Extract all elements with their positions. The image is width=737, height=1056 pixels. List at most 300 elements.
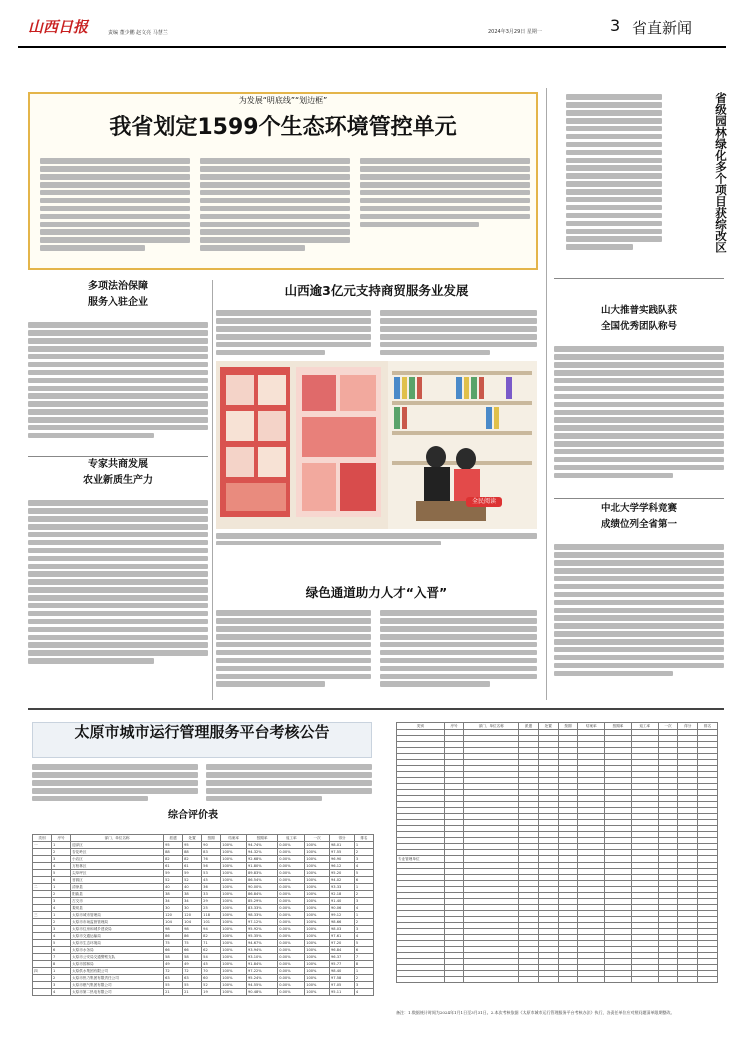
table-header-cell: 类别 [33, 835, 52, 842]
center1-body-text [216, 308, 371, 358]
table-cell: 3 [354, 856, 373, 863]
table-cell: 0.00% [278, 877, 305, 884]
table-cell: 6 [354, 947, 373, 954]
table-cell: 0.00% [278, 968, 305, 975]
table-cell: 36 [202, 884, 221, 891]
table-row [33, 940, 374, 947]
table-cell: 100% [305, 982, 330, 989]
table-cell: 63 [164, 975, 183, 982]
table-cell: 25 [202, 905, 221, 912]
table-cell: 100% [305, 954, 330, 961]
table-cell: 100% [221, 891, 247, 898]
table-cell: 49 [183, 961, 202, 968]
table-cell: 100% [305, 975, 330, 982]
table-row [397, 856, 718, 863]
table-cell: 59 [164, 870, 183, 877]
table-cell: 7 [354, 954, 373, 961]
table-cell: 太原市园林局 [71, 961, 164, 968]
table-cell: 104 [164, 919, 183, 926]
table-header-row [397, 723, 718, 730]
table-footnote: 备注：1.数据统计时间为2024年1月1日至3月31日。2.本次考核依据《太原市城市运行管理服务平台考核办法》执行，各责任单位应对照问题清单限期整改。 [396, 1010, 675, 1015]
table-cell: 98.66 [330, 919, 355, 926]
table-cell: 5 [354, 940, 373, 947]
table-cell: 96.84 [330, 947, 355, 954]
table-cell: 95.11 [330, 989, 355, 996]
table-cell: 2 [354, 975, 373, 982]
table-cell: 阳曲县 [71, 891, 164, 898]
table-cell [658, 977, 678, 983]
newspaper-page [18, 18, 726, 1048]
table-cell: 太原市水务局 [71, 947, 164, 954]
table-cell [558, 856, 578, 863]
table-cell: 100% [305, 926, 330, 933]
table-cell: 2 [52, 849, 71, 856]
table-cell: 61 [164, 863, 183, 870]
lead-article [28, 92, 538, 270]
photo-badge: 全民阅读 [466, 497, 502, 507]
table-cell: 33 [202, 891, 221, 898]
right-vertical-headline: 省级园林绿化多个项目获综改区 [714, 92, 728, 253]
table-cell: 53 [202, 870, 221, 877]
table-cell: 4 [52, 989, 71, 996]
table-cell: 太原市热力集团有限责任公司 [71, 975, 164, 982]
table-header-cell: 按期 [202, 835, 221, 842]
table-cell [33, 982, 52, 989]
table-cell: 100% [305, 877, 330, 884]
table-row [33, 898, 374, 905]
table-cell: 2 [354, 919, 373, 926]
table-cell: 100% [221, 898, 247, 905]
table-cell [631, 977, 658, 983]
table-row [33, 905, 374, 912]
table-cell: 1 [354, 968, 373, 975]
table-cell: 98.03 [330, 926, 355, 933]
table-row [33, 975, 374, 982]
table-cell: 100% [305, 989, 330, 996]
table-cell: 91.80% [246, 863, 277, 870]
table-cell: 97.55 [330, 849, 355, 856]
dateline: 2024年3月29日 星期一 [488, 29, 542, 35]
table-cell: 94.74% [246, 842, 277, 849]
table-header-row [33, 835, 374, 842]
table-cell: 95.20 [330, 870, 355, 877]
table-cell: 6 [52, 947, 71, 954]
table-cell: 0.00% [278, 856, 305, 863]
table-cell: 迎泽区 [71, 842, 164, 849]
table-row [33, 849, 374, 856]
table-cell: 小店区 [71, 856, 164, 863]
left1-title-line2: 服务入驻企业 [88, 297, 148, 308]
table-cell [444, 977, 464, 983]
table-header-cell: 返工率 [278, 835, 305, 842]
table-cell: 55 [183, 982, 202, 989]
table-cell: 59 [183, 870, 202, 877]
table-cell: 0.00% [278, 870, 305, 877]
table-header-cell: 返工率 [631, 723, 658, 730]
right3-title-line1: 中北大学学科竞赛 [600, 503, 677, 514]
table-cell [678, 977, 698, 983]
table-cell [33, 954, 52, 961]
table-cell: 29 [202, 898, 221, 905]
table-cell: 82 [202, 933, 221, 940]
table-cell: 4 [354, 863, 373, 870]
table-cell: 万柏林区 [71, 863, 164, 870]
table-cell: 120 [183, 912, 202, 919]
table-cell: 82 [164, 856, 183, 863]
table-cell: 97.12% [246, 919, 277, 926]
table-cell: 94.32% [246, 849, 277, 856]
table-cell: 86 [183, 933, 202, 940]
table-row [33, 933, 374, 940]
table-cell: 100% [221, 968, 247, 975]
table-cell: 94.02 [330, 877, 355, 884]
divider [554, 498, 724, 499]
table-cell: 二 [33, 884, 52, 891]
center2-body-text [216, 608, 371, 696]
table-header-cell: 序号 [52, 835, 71, 842]
table-cell: 6 [52, 877, 71, 884]
table-row [33, 842, 374, 849]
lead-body-text [200, 156, 350, 266]
table-cell: 7 [52, 954, 71, 961]
table-cell: 3 [52, 926, 71, 933]
table-header-cell: 派遣 [164, 835, 183, 842]
table-cell: 97.05 [330, 982, 355, 989]
table-cell: 2 [52, 919, 71, 926]
table-cell: 62 [202, 947, 221, 954]
table-cell: 100% [305, 898, 330, 905]
table-cell: 92.18 [330, 891, 355, 898]
table-cell: 太原市燃气集团有限公司 [71, 982, 164, 989]
table-cell: 72 [164, 968, 183, 975]
table-cell: 100% [305, 940, 330, 947]
table-cell: 杏花岭区 [71, 849, 164, 856]
table-cell: 100% [221, 912, 247, 919]
table-cell: 1 [354, 842, 373, 849]
table-cell: 100% [221, 870, 247, 877]
table-cell: 100% [305, 912, 330, 919]
table-cell [519, 977, 539, 983]
table-cell: 99.12 [330, 912, 355, 919]
table-cell: 0.00% [278, 919, 305, 926]
table-cell: 太原市市场监督管理局 [71, 919, 164, 926]
table-cell: 49 [164, 961, 183, 968]
table-cell: 96.12 [330, 863, 355, 870]
left1-title-line1: 多项法治保障 [88, 281, 148, 292]
lead-kicker: 为发展“明底线”“划边框” [238, 96, 328, 105]
table-row [397, 977, 718, 983]
table-cell [464, 977, 519, 983]
table-cell: 0.00% [278, 982, 305, 989]
table-cell: 76 [202, 856, 221, 863]
table-cell: 72 [183, 968, 202, 975]
table-cell: 100% [221, 982, 247, 989]
table-cell: 2 [354, 891, 373, 898]
table-cell: 90 [202, 842, 221, 849]
left2-title-line1: 专家共商发展 [88, 459, 148, 470]
table-cell: 21 [183, 989, 202, 996]
table-cell: 100% [221, 989, 247, 996]
table-cell: 86.54% [246, 877, 277, 884]
table-cell [519, 856, 539, 863]
table-row [33, 954, 374, 961]
table-cell: 91.40 [330, 898, 355, 905]
table-cell: 0.00% [278, 863, 305, 870]
table-header-cell: 一次 [305, 835, 330, 842]
table-cell: 3 [354, 982, 373, 989]
table-cell: 120 [164, 912, 183, 919]
table-cell: 100% [305, 933, 330, 940]
table-cell [605, 856, 632, 863]
table-header-cell: 一次 [658, 723, 678, 730]
table-row [33, 870, 374, 877]
right-article-body [566, 92, 662, 270]
table-cell: 66 [183, 947, 202, 954]
table-cell [33, 919, 52, 926]
table-row [33, 856, 374, 863]
table-cell: 5 [52, 940, 71, 947]
table-cell: 98.40 [330, 968, 355, 975]
table-cell: 尖草坪区 [71, 870, 164, 877]
table-cell: 100% [305, 905, 330, 912]
table-cell: 100% [305, 870, 330, 877]
table-header-cell: 排名 [354, 835, 373, 842]
table-header-cell: 排名 [698, 723, 718, 730]
table-cell: 0.00% [278, 884, 305, 891]
table-cell [658, 856, 678, 863]
table-cell: 58 [164, 954, 183, 961]
table-cell [33, 926, 52, 933]
masthead [18, 18, 726, 48]
table-cell: 4 [354, 933, 373, 940]
table-cell [33, 877, 52, 884]
table-cell: 56 [202, 863, 221, 870]
table-cell: 61 [183, 863, 202, 870]
table-cell: 97.20 [330, 940, 355, 947]
table-cell: 95.35% [246, 933, 277, 940]
table-cell: 93.94% [246, 947, 277, 954]
table-cell: 85.29% [246, 898, 277, 905]
editors-line: 责编 董少鹏 赵文亮 马慧兰 [108, 30, 168, 36]
table-cell: 88 [183, 849, 202, 856]
table-cell: 100% [221, 975, 247, 982]
table-cell: 1 [354, 884, 373, 891]
table-cell: 太原市城市管理局 [71, 912, 164, 919]
table-cell: 3 [52, 856, 71, 863]
newspaper-logo: 山西日报 [28, 18, 89, 36]
right2-body-text [554, 344, 724, 494]
table-cell: 1 [52, 912, 71, 919]
news-photo [216, 361, 537, 529]
table-header-cell: 序号 [444, 723, 464, 730]
divider [554, 278, 724, 279]
center2-body-text [380, 608, 537, 696]
notice-body-text [206, 762, 372, 806]
table-cell: 45 [202, 961, 221, 968]
table-cell: 太原市交通运输局 [71, 933, 164, 940]
table-cell [33, 989, 52, 996]
table-cell: 1 [52, 842, 71, 849]
table-row [33, 961, 374, 968]
right3-body-text [554, 542, 724, 694]
table-cell: 100% [305, 863, 330, 870]
table-cell: 5 [354, 870, 373, 877]
table-cell: 0.00% [278, 926, 305, 933]
table-header-cell: 部门、单位名称 [464, 723, 519, 730]
table-cell: 1 [52, 884, 71, 891]
table-cell: 2 [52, 891, 71, 898]
table-cell [33, 898, 52, 905]
notice-title: 太原市城市运行管理服务平台考核公告 [74, 723, 330, 741]
lead-body-text [360, 156, 530, 266]
table-cell: 0.00% [278, 842, 305, 849]
table-cell: 30 [183, 905, 202, 912]
table-cell: 100% [221, 905, 247, 912]
table-title: 综合评价表 [168, 810, 218, 821]
table-cell: 97.61 [330, 933, 355, 940]
table-cell: 100% [221, 842, 247, 849]
table-cell: 90.00% [246, 884, 277, 891]
table-cell: 100% [221, 884, 247, 891]
table-cell: 98.01 [330, 842, 355, 849]
table-cell: 100% [221, 863, 247, 870]
table-header-cell: 处置 [183, 835, 202, 842]
table-row [33, 877, 374, 884]
table-cell: 63 [183, 975, 202, 982]
table-cell: 38 [183, 891, 202, 898]
table-cell [33, 863, 52, 870]
table-cell: 60 [202, 975, 221, 982]
lead-headline: 我省划定1599个生态环境管控单元 [109, 115, 457, 140]
table-cell: 92.68% [246, 856, 277, 863]
table-cell: 0.00% [278, 947, 305, 954]
left1-body-text [28, 320, 208, 450]
table-cell: 21 [164, 989, 183, 996]
table-header-cell: 得分 [330, 835, 355, 842]
right2-title-line2: 全国优秀团队称号 [600, 321, 677, 332]
table-cell: 97.58 [330, 975, 355, 982]
table-cell: 95.24% [246, 975, 277, 982]
table-cell [33, 849, 52, 856]
table-header-cell: 结案率 [578, 723, 605, 730]
table-cell: 5 [52, 870, 71, 877]
table-cell: 90.06 [330, 905, 355, 912]
table-cell [698, 977, 718, 983]
table-cell: 3 [52, 982, 71, 989]
notice-body-text [32, 762, 198, 806]
table-cell [464, 856, 519, 863]
table-cell: 0.00% [278, 905, 305, 912]
table-cell: 98 [183, 926, 202, 933]
table-cell: 0.00% [278, 898, 305, 905]
table-cell [33, 975, 52, 982]
table-row [33, 891, 374, 898]
table-header-cell: 按期 [558, 723, 578, 730]
table-cell: 34 [164, 898, 183, 905]
table-cell: 19 [202, 989, 221, 996]
center1-title: 山西逾3亿元支持商贸服务业发展 [284, 283, 469, 298]
table-cell: 58 [183, 954, 202, 961]
table-cell: 4 [52, 863, 71, 870]
table-cell: 91.84% [246, 961, 277, 968]
table-cell: 100% [221, 926, 247, 933]
table-cell: 100% [305, 856, 330, 863]
table-cell: 38 [164, 891, 183, 898]
table-cell [538, 856, 558, 863]
table-cell: 30 [164, 905, 183, 912]
table-cell [678, 856, 698, 863]
table-cell: 1 [52, 968, 71, 975]
table-cell: 100% [221, 947, 247, 954]
table-cell: 0.00% [278, 940, 305, 947]
table-cell: 3 [354, 926, 373, 933]
table-cell: 118 [202, 912, 221, 919]
table-cell: 100% [305, 919, 330, 926]
table-header-cell: 结案率 [221, 835, 247, 842]
table-cell: 52 [183, 877, 202, 884]
table-header-cell: 部门、单位名称 [71, 835, 164, 842]
table-cell: 100% [305, 849, 330, 856]
table-cell: 100% [305, 842, 330, 849]
table-cell: 71 [202, 940, 221, 947]
table-cell: 晋源区 [71, 877, 164, 884]
table-cell [698, 856, 718, 863]
table-cell: 4 [354, 989, 373, 996]
table-cell: 101 [202, 919, 221, 926]
table-cell: 4 [52, 933, 71, 940]
table-cell: 40 [183, 884, 202, 891]
table-cell: 94.67% [246, 940, 277, 947]
divider [28, 456, 208, 457]
column-rule [212, 280, 213, 700]
table-cell: 83.33% [246, 905, 277, 912]
table-cell: 4 [52, 905, 71, 912]
table-cell: 45 [202, 877, 221, 884]
table-cell: 0.00% [278, 891, 305, 898]
table-cell: 太原市生态环境局 [71, 940, 164, 947]
table-cell [444, 856, 464, 863]
table-cell [538, 977, 558, 983]
table-cell: 三 [33, 912, 52, 919]
table-row [33, 982, 374, 989]
table-cell: 95.77 [330, 961, 355, 968]
table-cell: 4 [354, 905, 373, 912]
table-cell: 100% [221, 961, 247, 968]
table-cell: 太原供水集团有限公司 [71, 968, 164, 975]
lead-body-text [40, 156, 190, 266]
evaluation-table-right [396, 722, 718, 983]
left2-body-text [28, 498, 208, 694]
table-cell: 104 [183, 919, 202, 926]
table-cell: 40 [164, 884, 183, 891]
table-cell: 100% [305, 947, 330, 954]
table-cell: 100% [221, 877, 247, 884]
table-cell: 100% [221, 933, 247, 940]
table-cell: 专业管理单位 [397, 856, 445, 863]
table-cell: 一 [33, 842, 52, 849]
table-cell: 娄烦县 [71, 905, 164, 912]
table-cell [33, 940, 52, 947]
table-cell: 86 [164, 933, 183, 940]
table-cell [558, 977, 578, 983]
table-cell: 75 [183, 940, 202, 947]
table-cell: 100% [305, 891, 330, 898]
table-header-cell: 按期率 [605, 723, 632, 730]
table-cell [631, 856, 658, 863]
table-cell: 98 [164, 926, 183, 933]
table-cell: 古交市 [71, 898, 164, 905]
table-cell [397, 977, 445, 983]
